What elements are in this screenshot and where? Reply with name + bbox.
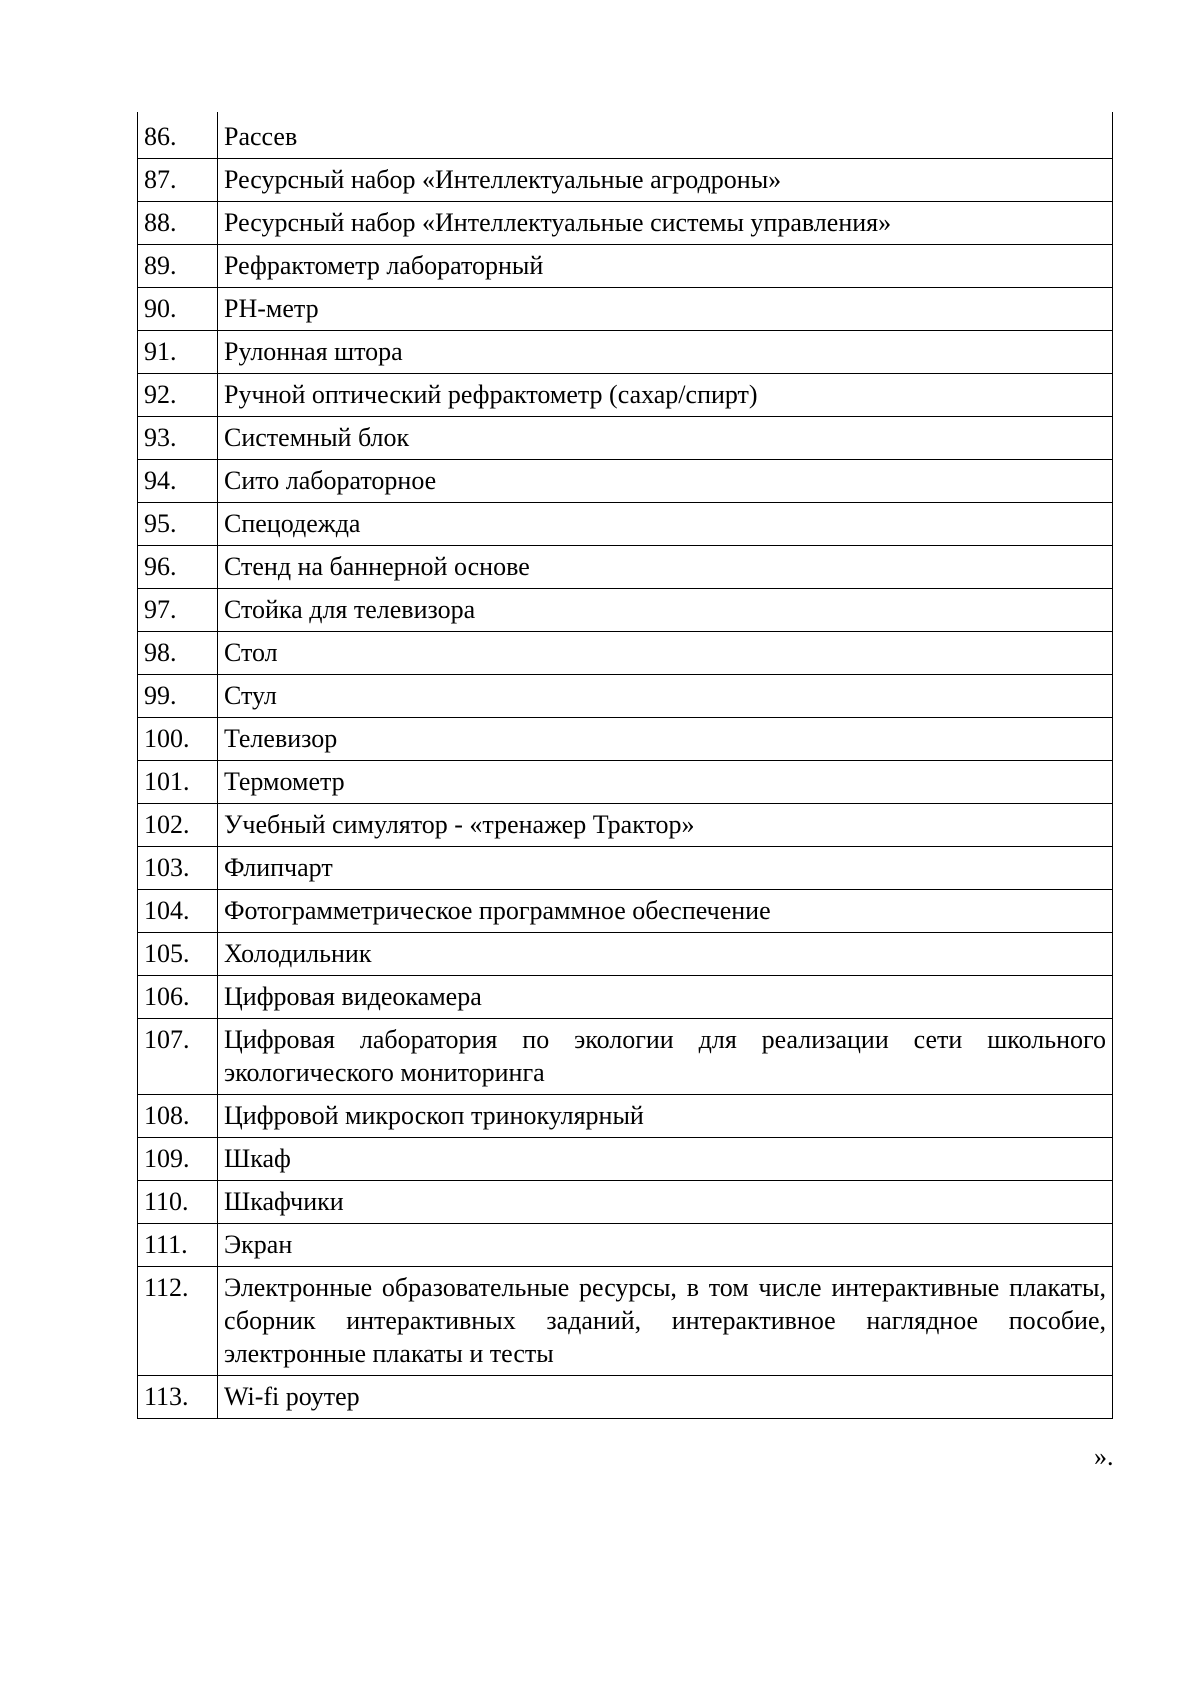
item-name: Стойка для телевизора (218, 589, 1113, 632)
row-number: 107. (138, 1019, 218, 1095)
table-row (138, 675, 1113, 718)
item-name: Wi-fi роутер (218, 1376, 1113, 1419)
table-row (138, 761, 1113, 804)
item-name: Ресурсный набор «Интеллектуальные агродроны» (218, 159, 1113, 202)
row-number: 101. (138, 761, 218, 804)
item-name: Электронные образовательные ресурсы, в том числе интерактивные плакаты, сборник интерактивных заданий, интерактивное наглядное пособие, электронные плакаты и тесты (218, 1267, 1113, 1376)
item-name: Цифровая лаборатория по экологии для реализации сети школьного экологического мониторинга (218, 1019, 1113, 1095)
table-row (138, 460, 1113, 503)
row-number: 102. (138, 804, 218, 847)
row-number: 106. (138, 976, 218, 1019)
item-name: Ресурсный набор «Интеллектуальные системы управления» (218, 202, 1113, 245)
item-name: Рассев (218, 112, 1113, 159)
item-name: PH-метр (218, 288, 1113, 331)
table-row (138, 718, 1113, 761)
table-row (138, 288, 1113, 331)
row-number: 108. (138, 1095, 218, 1138)
row-number: 112. (138, 1267, 218, 1376)
table-row (138, 503, 1113, 546)
row-number: 90. (138, 288, 218, 331)
table-row (138, 1095, 1113, 1138)
row-number: 97. (138, 589, 218, 632)
row-number: 93. (138, 417, 218, 460)
item-name: Холодильник (218, 933, 1113, 976)
row-number: 99. (138, 675, 218, 718)
table-row (138, 1224, 1113, 1267)
table-row (138, 1019, 1113, 1095)
table-row (138, 1267, 1113, 1376)
item-name: Системный блок (218, 417, 1113, 460)
row-number: 98. (138, 632, 218, 675)
table-row (138, 1181, 1113, 1224)
table-row (138, 417, 1113, 460)
row-number: 92. (138, 374, 218, 417)
table-row (138, 112, 1113, 159)
table-row (138, 976, 1113, 1019)
item-name: Стол (218, 632, 1113, 675)
row-number: 95. (138, 503, 218, 546)
table-row (138, 159, 1113, 202)
row-number: 88. (138, 202, 218, 245)
item-name: Стенд на баннерной основе (218, 546, 1113, 589)
item-name: Сито лабораторное (218, 460, 1113, 503)
table-row (138, 1138, 1113, 1181)
item-name: Цифровая видеокамера (218, 976, 1113, 1019)
row-number: 96. (138, 546, 218, 589)
table-row (138, 890, 1113, 933)
row-number: 105. (138, 933, 218, 976)
row-number: 113. (138, 1376, 218, 1419)
table-row (138, 589, 1113, 632)
closing-quote-mark: ». (1094, 1442, 1114, 1471)
item-name: Стул (218, 675, 1113, 718)
table-row (138, 933, 1113, 976)
row-number: 86. (138, 112, 218, 159)
item-name: Шкафчики (218, 1181, 1113, 1224)
item-name: Телевизор (218, 718, 1113, 761)
item-name: Фотограмметрическое программное обеспечение (218, 890, 1113, 933)
row-number: 89. (138, 245, 218, 288)
row-number: 111. (138, 1224, 218, 1267)
row-number: 109. (138, 1138, 218, 1181)
row-number: 103. (138, 847, 218, 890)
table-row (138, 202, 1113, 245)
table-row (138, 374, 1113, 417)
item-name: Учебный симулятор - «тренажер Трактор» (218, 804, 1113, 847)
table-row (138, 546, 1113, 589)
table-row (138, 1376, 1113, 1419)
row-number: 91. (138, 331, 218, 374)
table-row (138, 632, 1113, 675)
item-name: Ручной оптический рефрактометр (сахар/спирт) (218, 374, 1113, 417)
table-row (138, 331, 1113, 374)
item-name: Термометр (218, 761, 1113, 804)
item-name: Спецодежда (218, 503, 1113, 546)
item-name: Рулонная штора (218, 331, 1113, 374)
row-number: 110. (138, 1181, 218, 1224)
row-number: 104. (138, 890, 218, 933)
row-number: 100. (138, 718, 218, 761)
equipment-table-body (138, 112, 1113, 1419)
item-name: Шкаф (218, 1138, 1113, 1181)
table-row (138, 245, 1113, 288)
item-name: Рефрактометр лабораторный (218, 245, 1113, 288)
row-number: 87. (138, 159, 218, 202)
row-number: 94. (138, 460, 218, 503)
item-name: Цифровой микроскоп тринокулярный (218, 1095, 1113, 1138)
table-row (138, 804, 1113, 847)
equipment-table (137, 112, 1113, 1419)
item-name: Флипчарт (218, 847, 1113, 890)
table-row (138, 847, 1113, 890)
item-name: Экран (218, 1224, 1113, 1267)
